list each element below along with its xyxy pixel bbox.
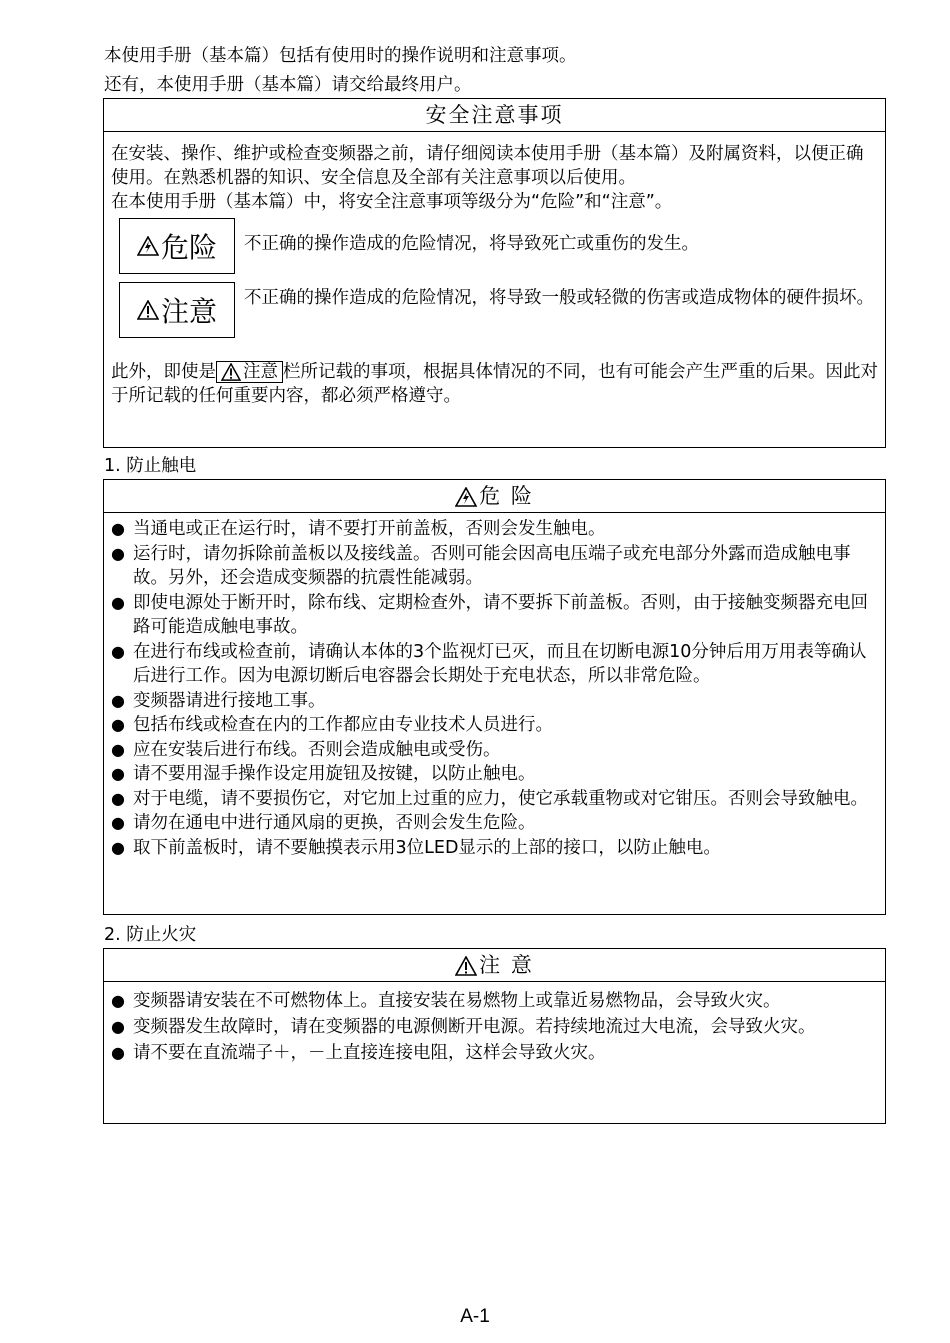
list-item: ● 请不要用湿手操作设定用旋钮及按键，以防止触电。 bbox=[111, 762, 878, 787]
caution-warning-icon bbox=[137, 300, 159, 320]
safety-note bbox=[104, 360, 885, 408]
list-item: ● 变频器发生故障时，请在变频器的电源侧断开电源。若持续地流过大电流，会导致火灾。 bbox=[111, 1014, 878, 1040]
electric-warning-icon bbox=[455, 487, 477, 507]
safety-box bbox=[103, 98, 886, 448]
note-label-text: 注意 bbox=[243, 362, 278, 382]
caution-label: 注意 bbox=[160, 295, 217, 328]
list-item: ● 对于电缆，请不要损伤它，对它加上过重的应力，使它承载重物或对它钳压。否则会导致触电。 bbox=[111, 787, 878, 812]
list-item: ● 变频器请进行接地工事。 bbox=[111, 689, 878, 714]
danger-desc: 不正确的操作造成的危险情况，将导致死亡或重伤的发生。 bbox=[244, 234, 699, 254]
section-2-box-title bbox=[104, 949, 885, 982]
safety-title: 安全注意事项 bbox=[104, 99, 885, 132]
list-item: ● 请不要在直流端子＋，－上直接连接电阻，这样会导致火灾。 bbox=[111, 1040, 878, 1066]
list-item: ● 包括布线或检查在内的工作都应由专业技术人员进行。 bbox=[111, 713, 878, 738]
danger-label: 危险 bbox=[160, 231, 217, 264]
danger-symbol bbox=[119, 218, 235, 274]
danger-row bbox=[104, 216, 885, 280]
caution-warning-icon bbox=[455, 956, 477, 976]
list-item: ● 当通电或正在运行时，请不要打开前盖板，否则会发生触电。 bbox=[111, 517, 878, 542]
note-caution-label bbox=[216, 361, 283, 383]
list-item: ● 变频器请安装在不可燃物体上。直接安装在易燃物上或靠近易燃物品，会导致火灾。 bbox=[111, 988, 878, 1014]
list-item: ● 应在安装后进行布线。否则会造成触电或受伤。 bbox=[111, 738, 878, 763]
section-2-list bbox=[104, 982, 885, 1068]
section-1-list bbox=[104, 513, 885, 862]
caution-symbol bbox=[119, 282, 235, 338]
intro-line-1: 本使用手册（基本篇）包括有使用时的操作说明和注意事项。 bbox=[104, 46, 577, 66]
list-item: ● 取下前盖板时，请不要触摸表示用3位LED显示的上部的接口，以防止触电。 bbox=[111, 836, 878, 861]
caution-warning-icon bbox=[221, 363, 241, 381]
note-suffix: 栏所记载的事项，根据具体情况的不同，也有可能会产生严重的后果。因此对于所记载的任何重要内容，都必须严格遵守。 bbox=[111, 362, 878, 406]
intro-line-2: 还有，本使用手册（基本篇）请交给最终用户。 bbox=[104, 75, 472, 95]
section-1-box bbox=[103, 479, 886, 915]
caution-row bbox=[104, 282, 885, 346]
caution-desc: 不正确的操作造成的危险情况，将导致一般或轻微的伤害或造成物体的硬件损坏。 bbox=[244, 288, 874, 308]
note-prefix: 此外，即使是 bbox=[111, 362, 216, 382]
list-item: ● 请勿在通电中进行通风扇的更换，否则会发生危险。 bbox=[111, 811, 878, 836]
section-2-heading: 2. 防止火灾 bbox=[104, 925, 197, 945]
section-1-box-title bbox=[104, 480, 885, 513]
section-2-title-text: 注 意 bbox=[479, 953, 534, 977]
section-1-title-text: 危 险 bbox=[479, 484, 534, 508]
section-2-box bbox=[103, 948, 886, 1124]
section-1-heading: 1. 防止触电 bbox=[104, 456, 197, 476]
list-item: ● 即使电源处于断开时，除布线、定期检查外，请不要拆下前盖板。否则，由于接触变频器充电回路可能造成触电事故。 bbox=[111, 591, 878, 640]
safety-para-2: 在本使用手册（基本篇）中，将安全注意事项等级分为“危险”和“注意”。 bbox=[111, 192, 673, 212]
safety-para-1: 在安装、操作、维护或检查变频器之前，请仔细阅读本使用手册（基本篇）及附属资料，以便正确使用。在熟悉机器的知识、安全信息及全部有关注意事项以后使用。 bbox=[111, 144, 864, 188]
list-item: ● 运行时，请勿拆除前盖板以及接线盖。否则可能会因高电压端子或充电部分外露而造成触电事故。另外，还会造成变频器的抗震性能减弱。 bbox=[111, 542, 878, 591]
electric-warning-icon bbox=[137, 236, 159, 256]
page-number: A-1 bbox=[460, 1306, 490, 1327]
list-item: ● 在进行布线或检查前，请确认本体的3个监视灯已灭，而且在切断电源10分钟后用万用表等确认后进行工作。因为电源切断后电容器会长期处于充电状态，所以非常危险。 bbox=[111, 640, 878, 689]
